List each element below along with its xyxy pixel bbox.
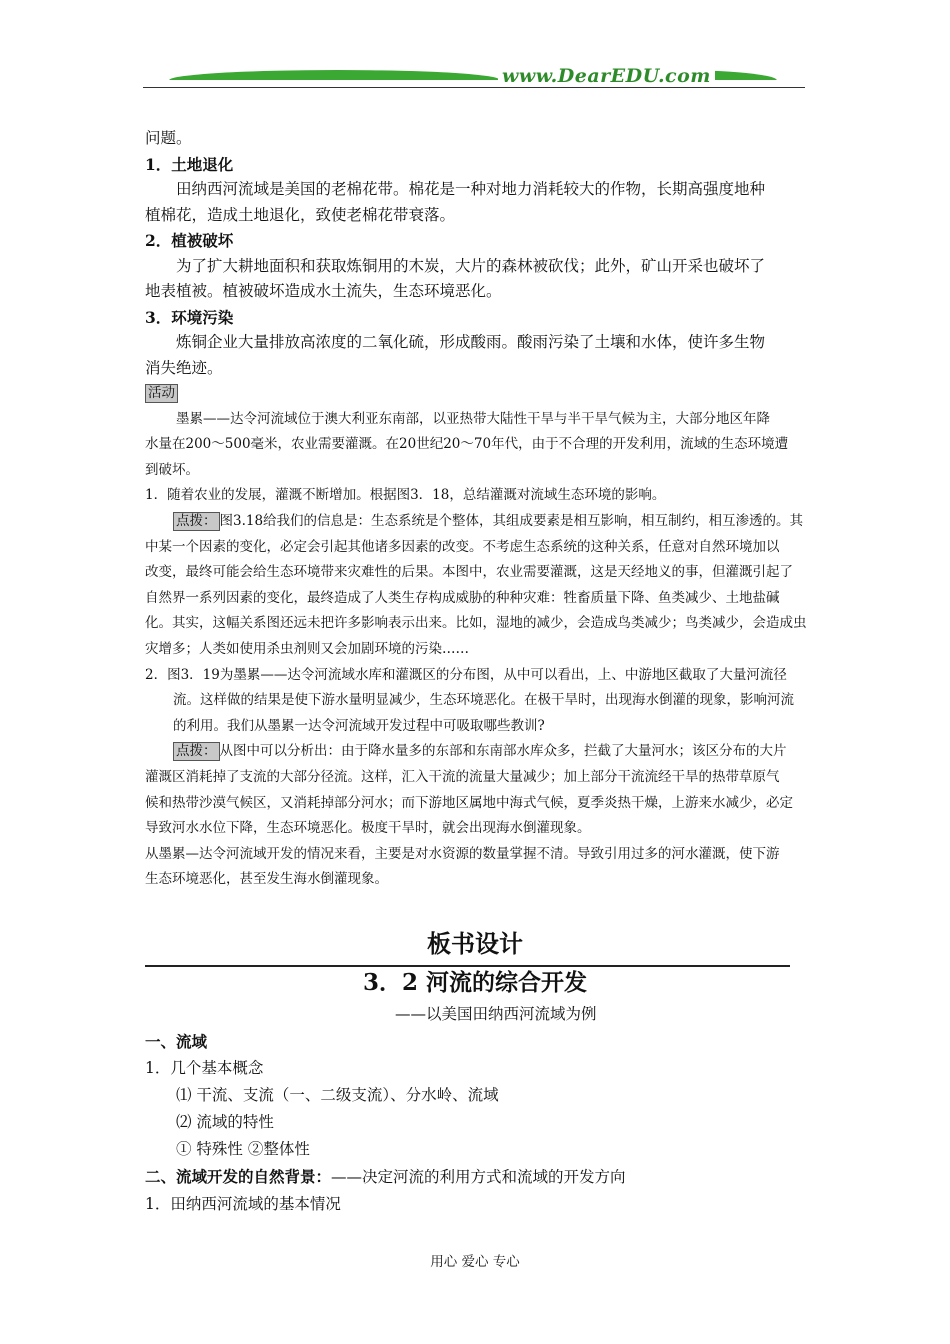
header-rule — [143, 87, 805, 88]
hint-1-line: 化。其实，这幅关系图还远未把许多影响表示出来。比如，湿地的减少，会造成鸟类减少；鸟类减少，会造成虫 — [145, 615, 807, 632]
hint-1-line: 灾增多；人类如使用杀虫剂则又会加剧环境的污染…… — [145, 640, 469, 657]
hint-1-text: 图3.18给我们的信息是：生态系统是个整体，其组成要素是相互影响，相互制约，相互渗透的。其 — [219, 512, 804, 529]
page-header — [143, 62, 805, 92]
question-1: 1．随着农业的发展，灌溉不断增加。根据图3．18，总结灌溉对流域生态环境的影响。 — [145, 487, 666, 504]
hint-1-line: 中某一个因素的变化，必定会引起其他诸多因素的改变。不考虑生态系统的这种关系，任意对自然环境加以 — [145, 538, 780, 555]
question-2-line: 流。这样做的结果是使下游水量明显减少，生态环境恶化。在极干旱时，出现海水倒灌的现象，影响河流 — [173, 692, 794, 709]
activity-intro-line: 水量在200～500毫米，农业需要灌溉。在20世纪20～70年代，由于不合理的开发利用，流域的生态环境遭 — [145, 436, 789, 453]
paragraph-line: 地表植被。植被破坏造成水土流失，生态环境恶化。 — [145, 282, 502, 300]
outline-heading: 一、流域 — [145, 1032, 208, 1051]
outline-item: 1．几个基本概念 — [145, 1059, 264, 1077]
outline-item: 1．田纳西河流域的基本情况 — [145, 1195, 341, 1213]
section-heading: 1．土地退化 — [145, 154, 234, 174]
paragraph-line: 炼铜企业大量排放高浓度的二氧化硫，形成酸雨。酸雨污染了土壤和水体，使许多生物 — [176, 333, 766, 351]
section-heading: 3．环境污染 — [145, 307, 234, 327]
outline-subitem: ⑵ 流域的特性 — [176, 1113, 274, 1131]
conclusion-line: 从墨累—达令河流域开发的情况来看，主要是对水资源的数量掌握不清。导致引用过多的河水灌溉，使下游 — [145, 845, 780, 862]
lesson-title: 3．2 河流的综合开发 — [362, 969, 587, 996]
hint-2-line: 导致河水水位下降，生态环境恶化。极度干旱时，就会出现海水倒灌现象。 — [145, 820, 591, 837]
outline-subitem: ① 特殊性 ②整体性 — [176, 1140, 310, 1158]
hint-tag: 点拨： — [173, 512, 220, 531]
hint-tag: 点拨： — [173, 742, 220, 761]
question-2-line: 2．图3．19为墨累——达令河流域水库和灌溉区的分布图，从中可以看出，上、中游地区截取了大量河流径 — [145, 666, 787, 683]
conclusion-line: 生态环境恶化，甚至发生海水倒灌现象。 — [145, 871, 388, 888]
activity-intro-line: 到破坏。 — [145, 461, 199, 478]
board-design-title: 板书设计 — [427, 929, 523, 958]
paragraph-line: 为了扩大耕地面积和获取炼铜用的木炭，大片的森林被砍伐；此外，矿山开采也破坏了 — [176, 256, 766, 275]
hint-2-line: 灌溉区消耗掉了支流的大部分径流。这样，汇入干流的流量大量减少；加上部分干流流经干旱的热带草原气 — [145, 768, 780, 785]
hint-2-line: 候和热带沙漠气候区，又消耗掉部分河水；而下游地区属地中海式气候，夏季炎热干燥，上游来水减少，必定 — [145, 794, 793, 811]
paragraph-line: 植棉花，造成土地退化，致使老棉花带衰落。 — [145, 205, 456, 224]
outline-heading-note: ——决定河流的利用方式和流域的开发方向 — [331, 1168, 626, 1186]
lesson-subtitle: ——以美国田纳西河流域为例 — [395, 1005, 597, 1023]
question-2-line: 的利用。我们从墨累一达令河流域开发过程中可吸取哪些教训? — [173, 717, 545, 734]
paragraph-line: 消失绝迹。 — [145, 358, 223, 377]
header-swoosh-left — [169, 70, 503, 80]
paragraph-line: 田纳西河流域是美国的老棉花带。棉花是一种对地力消耗较大的作物，长期高强度地种 — [176, 180, 766, 198]
text-line: 问题。 — [145, 129, 192, 147]
hint-1-line: 改变，最终可能会给生态环境带来灾难性的后果。本图中，农业需要灌溉，这是天经地义的事，但灌溉引起了 — [145, 564, 793, 581]
outline-heading-bold: 二、流域开发的自然背景： — [145, 1167, 332, 1186]
outline-heading-2 — [145, 1163, 807, 1191]
activity-tag: 活动 — [145, 384, 178, 403]
page-footer: 用心 爱心 专心 — [430, 1254, 520, 1270]
board-outline — [145, 1028, 807, 1218]
activity-intro-line: 墨累——达令河流域位于澳大利亚东南部，以亚热带大陆性干旱与半干旱气候为主，大部分地区年降 — [176, 410, 770, 427]
site-logo: www.DearEDU.com — [498, 65, 715, 87]
hint-1-line — [145, 509, 807, 535]
main-content — [145, 126, 807, 893]
hint-2-text: 从图中可以分析出：由于降水量多的东部和东南部水库众多，拦截了大量河水；该区分布的大片 — [219, 743, 787, 760]
activity-tag-line — [145, 381, 807, 407]
hint-2-line — [145, 739, 807, 765]
hint-1-line: 自然界一系列因素的变化，最终造成了人类生存构成威胁的种种灾难：牲畜质量下降、鱼类减少、土地盐碱 — [145, 589, 780, 606]
section-heading: 2．植被破坏 — [145, 231, 234, 250]
outline-subitem: ⑴ 干流、支流（一、二级支流）、分水岭、流域 — [176, 1086, 499, 1104]
